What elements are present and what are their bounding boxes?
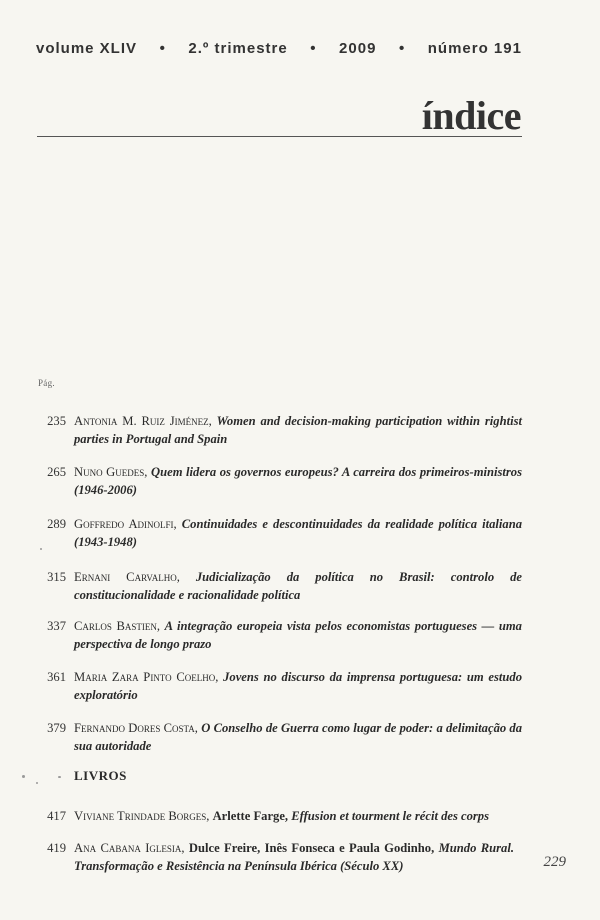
title-divider [37, 136, 522, 137]
entry-page-number: 315 [47, 570, 66, 584]
entry-text [74, 668, 522, 704]
journal-header [36, 40, 522, 57]
entry-text [74, 719, 522, 755]
entry-text [74, 412, 522, 448]
entry-title: Judicialização da política no Brasil: controlo de constitucionalidade e racionalidade política [74, 570, 522, 602]
entry-author: Nuno Guedes, [74, 465, 148, 479]
separator: • [398, 40, 406, 57]
scan-speck [36, 782, 38, 784]
entry-author: Antonia M. Ruiz Jiménez, [74, 414, 212, 428]
entry-book-title: Mundo Rural. Transformação e Resistência na Península Ibérica (Século XX) [74, 841, 514, 873]
entry-text [74, 515, 522, 551]
entry-page-number: 417 [47, 809, 66, 823]
entry-author: Carlos Bastien, [74, 619, 161, 633]
entry-title: O Conselho de Guerra como lugar de poder: a delimitação da sua autoridade [74, 721, 523, 753]
volume-label: volume XLIV [36, 40, 138, 57]
entry-page-number: 337 [47, 619, 66, 633]
separator: • [159, 40, 166, 57]
entry-page-number: 235 [47, 414, 66, 428]
entry-page-number: 289 [47, 517, 66, 531]
entry-page-number: 379 [47, 721, 66, 735]
scan-speck [40, 548, 42, 550]
entry-title: Quem lidera os governos europeus? A carreira dos primeiros-ministros (1946-2006) [74, 465, 522, 497]
page-number: 229 [543, 854, 566, 870]
scan-speck [58, 776, 61, 778]
entry-title: Jovens no discurso da imprensa portuguesa: um estudo exploratório [74, 670, 523, 702]
entry-book-author: Arlette Farge, [212, 809, 289, 823]
entry-author: Ernani Carvalho, [74, 570, 180, 584]
entry-title: Women and decision-making participation within rightist parties in Portugal and Spain [74, 414, 522, 446]
entry-reviewer: Ana Cabana Iglesia, [74, 841, 185, 855]
entry-author: Fernando Dores Costa, [74, 721, 198, 735]
entry-book-title: Effusion et tourment le récit des corps [291, 809, 490, 823]
entry-author: Maria Zara Pinto Coelho, [74, 670, 219, 684]
section-heading-livros: LIVROS [74, 768, 127, 783]
entry-author: Goffredo Adinolfi, [74, 517, 177, 531]
entry-text [74, 807, 522, 825]
entry-text [74, 568, 522, 604]
entry-book-author: Dulce Freire, Inês Fonseca e Paula Godinho, [188, 841, 435, 855]
issue-label: número 191 [427, 40, 522, 57]
year-label: 2009 [339, 40, 377, 57]
entry-text [74, 463, 522, 499]
entry-text [74, 839, 514, 875]
separator: • [310, 40, 317, 57]
entry-title: Continuidades e descontinuidades da realidade política italiana (1943-1948) [74, 517, 522, 549]
page-column-label: Pág. [38, 378, 55, 388]
entry-page-number: 419 [47, 841, 66, 855]
entry-page-number: 265 [47, 465, 66, 479]
entry-page-number: 361 [47, 670, 66, 684]
entry-reviewer: Viviane Trindade Borges, [74, 809, 210, 823]
scan-speck [22, 775, 25, 778]
entry-text [74, 617, 522, 653]
quarter-label: 2.º trimestre [188, 40, 288, 57]
page-title: índice [421, 93, 521, 138]
entry-title: A integração europeia vista pelos economistas portugueses — uma perspectiva de longo prazo [74, 619, 522, 651]
